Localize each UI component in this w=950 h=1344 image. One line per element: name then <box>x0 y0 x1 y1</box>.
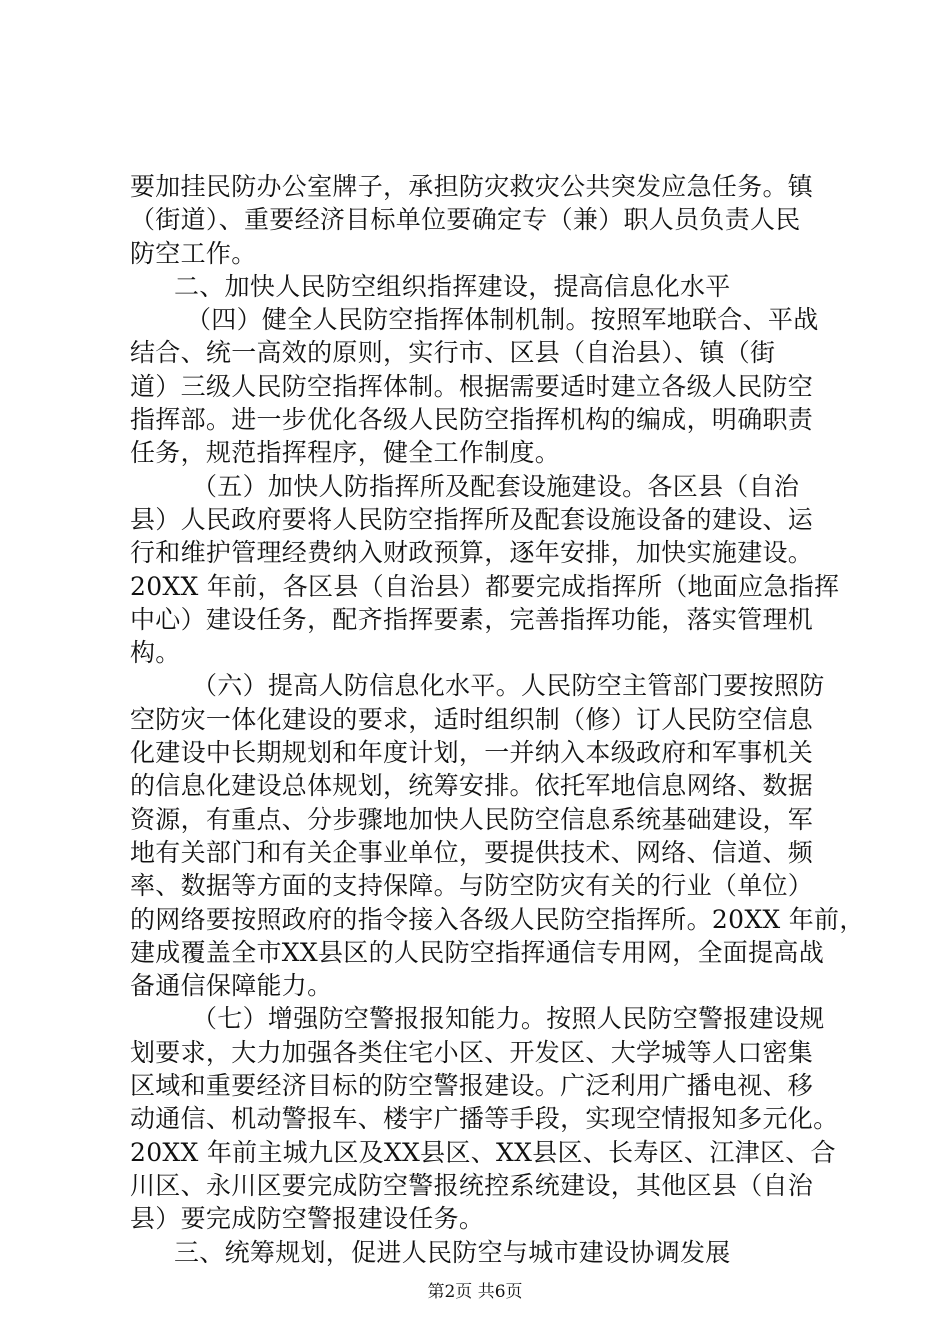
paragraph-line: 防空工作。 <box>130 238 257 268</box>
paragraph-line: 道）三级人民防空指挥体制。根据需要适时建立各级人民防空 <box>130 371 814 401</box>
paragraph-line: 备通信保障能力。 <box>130 971 333 1001</box>
paragraph-line: 行和维护管理经费纳入财政预算，逐年安排，加快实施建设。 <box>130 538 814 568</box>
page-number: 第2页 共6页 <box>427 1282 523 1302</box>
paragraph-line: 化建设中长期规划和年度计划，一并纳入本级政府和军事机关 <box>130 738 814 768</box>
paragraph-line: 结合、统一高效的原则，实行市、区县（自治县）、镇（街 <box>130 338 776 368</box>
paragraph-line: 空防灾一体化建设的要求，适时组织制（修）订人民防空信息 <box>130 704 814 734</box>
paragraph-line: 地有关部门和有关企事业单位，要提供技术、网络、信道、频 <box>130 837 814 867</box>
paragraph-line: （四）健全人民防空指挥体制机制。按照军地联合、平战 <box>186 305 819 335</box>
paragraph-line: 20XX 年前，各区县（自治县）都要完成指挥所（地面应急指挥 <box>130 571 840 601</box>
paragraph-line: 县）人民政府要将人民防空指挥所及配套设施设备的建设、运 <box>130 504 814 534</box>
paragraph-line: 率、数据等方面的支持保障。与防空防灾有关的行业（单位） <box>130 871 814 901</box>
paragraph-line: 构。 <box>130 638 181 668</box>
paragraph-line: 资源，有重点、分步骤地加快人民防空信息系统基础建设，军 <box>130 804 814 834</box>
paragraph-line: 划要求，大力加强各类住宅小区、开发区、大学城等人口密集 <box>130 1037 814 1067</box>
section-heading: 三、统筹规划，促进人民防空与城市建设协调发展 <box>174 1237 731 1267</box>
document-body <box>130 170 865 1269</box>
paragraph-line: 中心）建设任务，配齐指挥要素，完善指挥功能，落实管理机 <box>130 604 814 634</box>
paragraph-line: 建成覆盖全市XX县区的人民防空指挥通信专用网，全面提高战 <box>130 937 824 967</box>
paragraph-line: 县）要完成防空警报建设任务。 <box>130 1204 485 1234</box>
paragraph-line: （七）增强防空警报报知能力。按照人民防空警报建设规 <box>192 1004 825 1034</box>
paragraph-line: 川区、永川区要完成防空警报统控系统建设，其他区县（自治 <box>130 1170 814 1200</box>
paragraph-line: （街道）、重要经济目标单位要确定专（兼）职人员负责人民 <box>130 205 801 235</box>
paragraph-line: 的网络要按照政府的指令接入各级人民防空指挥所。20XX 年前， <box>130 904 865 934</box>
paragraph-line: 要加挂民防办公室牌子，承担防灾救灾公共突发应急任务。镇 <box>130 172 814 201</box>
section-heading: 二、加快人民防空组织指挥建设，提高信息化水平 <box>174 271 731 301</box>
paragraph-line: 20XX 年前主城九区及XX县区、XX县区、长寿区、江津区、合 <box>130 1137 836 1167</box>
paragraph-line: （六）提高人防信息化水平。人民防空主管部门要按照防 <box>192 671 825 701</box>
paragraph-line: 区域和重要经济目标的防空警报建设。广泛利用广播电视、移 <box>130 1071 814 1101</box>
paragraph-line: 的信息化建设总体规划，统筹安排。依托军地信息网络、数据 <box>130 771 814 801</box>
paragraph-line: 任务，规范指挥程序，健全工作制度。 <box>130 438 561 468</box>
paragraph-line: （五）加快人防指挥所及配套设施建设。各区县（自治 <box>192 471 800 501</box>
paragraph-line: 指挥部。进一步优化各级人民防空指挥机构的编成，明确职责 <box>130 405 814 435</box>
paragraph-line: 动通信、机动警报车、楼宇广播等手段，实现空情报知多元化。 <box>130 1104 839 1134</box>
